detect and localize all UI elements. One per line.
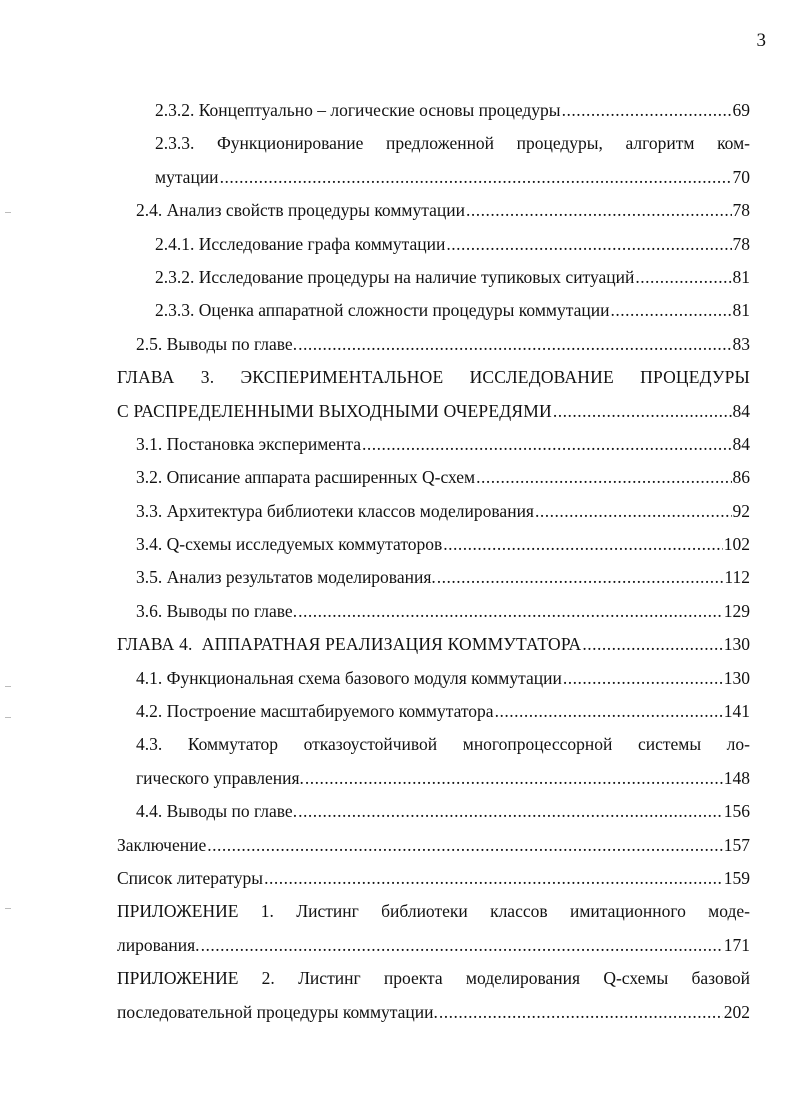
dot-leader <box>220 161 732 194</box>
dot-leader <box>563 662 723 695</box>
toc-entry-title-continued: мутации <box>155 166 219 187</box>
toc-entry-title: 2.3.3. Оценка аппаратной сложности процедуры коммутации <box>155 300 610 321</box>
toc-appendix[interactable] <box>0 996 798 1029</box>
dot-leader <box>437 561 724 594</box>
toc-entry[interactable] <box>0 695 798 728</box>
toc-entry-title: 3.3. Архитектура библиотеки классов моделирования <box>136 500 534 521</box>
toc-appendix-title-continued: лирования. <box>117 934 200 955</box>
toc-chapter-title-continued: С РАСПРЕДЕЛЕННЫМИ ВЫХОДНЫМИ ОЧЕРЕДЯМИ <box>117 400 552 421</box>
dot-leader <box>610 294 731 327</box>
toc-page-number: 83 <box>732 333 750 354</box>
toc-appendix-title: ПРИЛОЖЕНИЕ 1. Листинг библиотеки классов имитационного моде- <box>117 901 750 922</box>
dot-leader <box>635 261 731 294</box>
dot-leader <box>495 695 723 728</box>
toc-page-number: 157 <box>723 834 750 855</box>
toc-page-number: 171 <box>723 934 750 955</box>
toc-entry-title: 2.3.3. Функционирование предложенной процедуры, алгоритм ком- <box>155 133 750 154</box>
toc-page-number: 130 <box>723 634 750 655</box>
toc-entry-title: Заключение <box>117 834 207 855</box>
page-number: 3 <box>756 30 766 51</box>
toc-entry[interactable] <box>0 94 798 127</box>
toc-entry[interactable] <box>0 328 798 361</box>
toc-entry-title: 2.3.2. Исследование процедуры на наличие тупиковых ситуаций <box>155 266 635 287</box>
toc-entry[interactable] <box>0 228 798 261</box>
toc-chapter[interactable] <box>0 395 798 428</box>
toc-page-number: 148 <box>723 767 750 788</box>
toc-entry[interactable] <box>0 662 798 695</box>
toc-page-number: 130 <box>723 667 750 688</box>
toc-page-number: 84 <box>732 400 750 421</box>
toc-entry-title: 3.2. Описание аппарата расширенных Q-схем <box>136 467 476 488</box>
dot-leader <box>562 94 732 127</box>
toc-page-number: 78 <box>732 200 750 221</box>
toc-entry[interactable] <box>0 428 798 461</box>
toc-entry-title: Список литературы <box>117 867 264 888</box>
toc-entry[interactable] <box>0 261 798 294</box>
toc-page-number: 112 <box>724 567 750 588</box>
dot-leader <box>264 862 723 895</box>
dot-leader <box>535 495 732 528</box>
toc-page-number: 159 <box>723 867 750 888</box>
toc-page-number: 84 <box>732 433 750 454</box>
dot-leader <box>439 996 723 1029</box>
toc-entry-title: 2.4.1. Исследование графа коммутации <box>155 233 446 254</box>
toc-page-number: 81 <box>732 266 750 287</box>
toc-chapter-title: ГЛАВА 4. АППАРАТНАЯ РЕАЛИЗАЦИЯ КОММУТАТОРА <box>117 634 582 655</box>
toc-entry[interactable] <box>0 595 798 628</box>
toc-appendix[interactable] <box>0 929 798 962</box>
table-of-contents <box>0 94 798 1029</box>
toc-entry[interactable] <box>0 161 798 194</box>
toc-appendix-title-continued: последовательной процедуры коммутации. <box>117 1001 438 1022</box>
toc-entry-title: 3.5. Анализ результатов моделирования. <box>136 567 436 588</box>
toc-page-number: 141 <box>723 701 750 722</box>
toc-page-number: 92 <box>732 500 750 521</box>
dot-leader <box>553 395 732 428</box>
toc-chapter-line[interactable] <box>0 361 798 394</box>
dot-leader <box>298 328 731 361</box>
toc-entry[interactable] <box>0 795 798 828</box>
toc-chapter-title: ГЛАВА 3. ЭКСПЕРИМЕНТАЛЬНОЕ ИССЛЕДОВАНИЕ ПРОЦЕДУРЫ <box>117 367 750 388</box>
toc-entry[interactable] <box>0 461 798 494</box>
toc-entry[interactable] <box>0 495 798 528</box>
toc-page-number: 86 <box>732 467 750 488</box>
dot-leader <box>298 795 723 828</box>
dot-leader <box>446 228 731 261</box>
toc-entry-title: 3.6. Выводы по главе. <box>136 600 298 621</box>
toc-entry[interactable] <box>0 862 798 895</box>
toc-appendix-line[interactable] <box>0 895 798 928</box>
toc-entry-title: 3.4. Q-схемы исследуемых коммутаторов <box>136 534 443 555</box>
toc-entry-line[interactable] <box>0 728 798 761</box>
toc-page-number: 129 <box>723 600 750 621</box>
toc-entry-title: 2.4. Анализ свойств процедуры коммутации <box>136 200 465 221</box>
toc-entry-title: 4.1. Функциональная схема базового модуля коммутации <box>136 667 562 688</box>
toc-page-number: 81 <box>732 300 750 321</box>
toc-page-number: 78 <box>732 233 750 254</box>
dot-leader <box>201 929 723 962</box>
dot-leader <box>443 528 722 561</box>
dot-leader <box>298 595 723 628</box>
toc-entry[interactable] <box>0 194 798 227</box>
toc-page-number: 70 <box>732 166 750 187</box>
toc-page-number: 69 <box>732 100 750 120</box>
dot-leader <box>362 428 731 461</box>
dot-leader <box>305 762 723 795</box>
toc-chapter[interactable] <box>0 628 798 661</box>
dot-leader <box>476 461 731 494</box>
toc-entry[interactable] <box>0 294 798 327</box>
toc-entry[interactable] <box>0 762 798 795</box>
toc-entry-title: 4.2. Построение масштабируемого коммутатора <box>136 701 494 722</box>
toc-appendix-title: ПРИЛОЖЕНИЕ 2. Листинг проекта моделирования Q-схемы базовой <box>117 968 750 989</box>
toc-page-number: 102 <box>723 534 750 555</box>
toc-entry-title: 4.3. Коммутатор отказоустойчивой многопроцессорной системы ло- <box>136 734 750 755</box>
toc-entry-line[interactable] <box>0 127 798 160</box>
toc-entry[interactable] <box>0 528 798 561</box>
dot-leader <box>207 829 723 862</box>
toc-entry-title: 4.4. Выводы по главе. <box>136 801 298 822</box>
toc-entry-title: 2.3.2. Концептуально – логические основы процедуры <box>155 100 561 120</box>
dot-leader <box>466 194 732 227</box>
toc-entry-title: 2.5. Выводы по главе. <box>136 333 298 354</box>
toc-appendix-line[interactable] <box>0 962 798 995</box>
toc-page-number: 202 <box>723 1001 750 1022</box>
toc-page-number: 156 <box>723 801 750 822</box>
toc-entry-title-continued: гического управления. <box>136 767 304 788</box>
toc-entry-title: 3.1. Постановка эксперимента <box>136 433 362 454</box>
toc-entry[interactable] <box>0 561 798 594</box>
toc-entry[interactable] <box>0 829 798 862</box>
dot-leader <box>582 628 722 661</box>
